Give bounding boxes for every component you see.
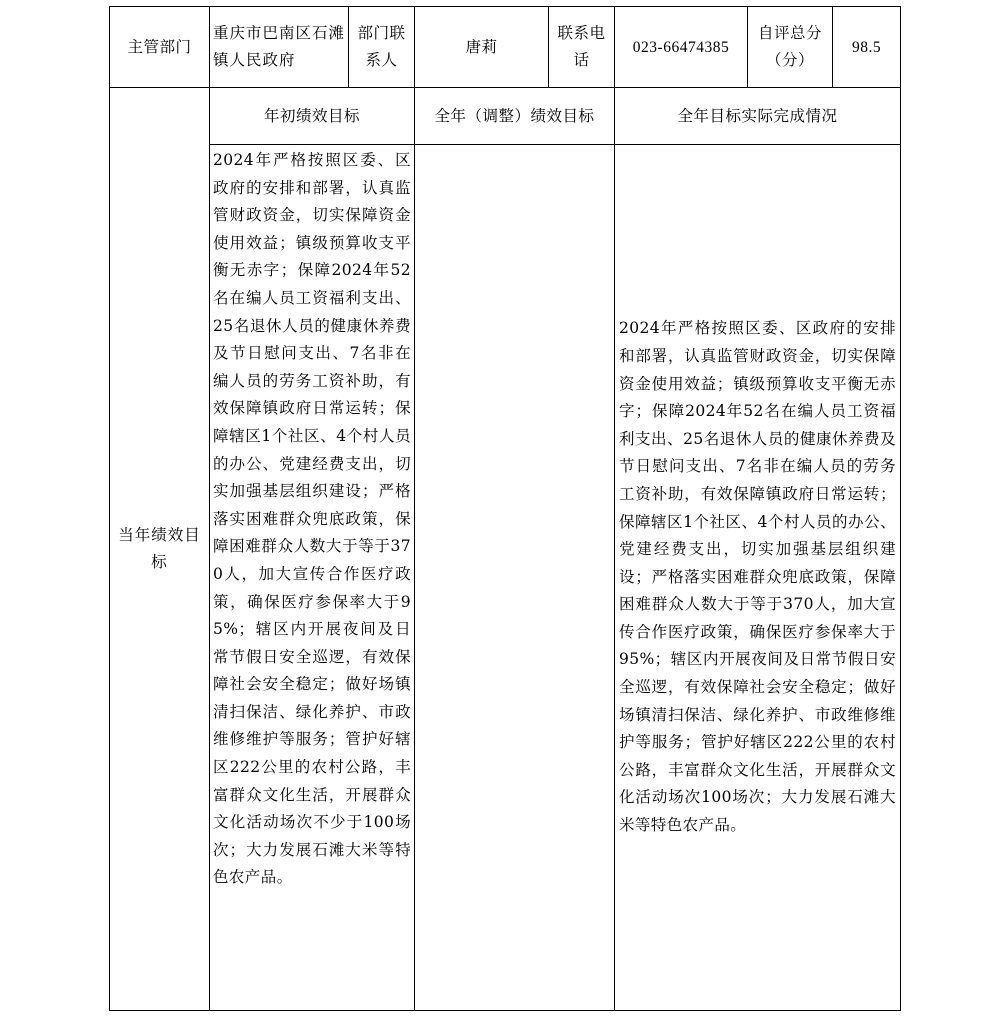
dept-value: 重庆市巴南区石滩镇人民政府 bbox=[210, 7, 349, 88]
performance-table bbox=[109, 6, 901, 1011]
column-adjusted-header: 全年（调整）绩效目标 bbox=[415, 88, 615, 145]
score-label: 自评总分（分） bbox=[748, 7, 833, 88]
row-label: 当年绩效目标 bbox=[118, 526, 201, 571]
score-value: 98.5 bbox=[833, 7, 901, 88]
column-header-row bbox=[110, 88, 901, 145]
contact-label: 部门联系人 bbox=[349, 7, 415, 88]
initial-target-text: 2024年严格按照区委、区政府的安排和部署，认真监管财政资金，切实保障资金使用效益；镇级预算收支平衡无赤字；保障2024年52名在编人员工资福利支出、25名退休人员的健康休养费及节日慰问支出、7名非在编人员的劳务工资补助，有效保障镇政府日常运转；保障辖区1个社区、4个村人员的办公、党建经费支出，切实加强基层组织建设；严格落实困难群众兜底政策，保障困难群众人数大于等于370人，加大宣传合作医疗政策，确保医疗参保率大于95%；辖区内开展夜间及日常节假日安全巡逻，有效保障社会安全稳定；做好场镇清扫保洁、绿化养护、市政维修维护等服务；管护好辖区222公里的农村公路，丰富群众文化生活，开展群众文化活动场次不少于100场次；大力发展石滩大米等特色农产品。 bbox=[210, 145, 415, 1011]
adjusted-target-text bbox=[415, 145, 615, 1011]
contact-value: 唐莉 bbox=[415, 7, 549, 88]
actual-completion-text: 2024年严格按照区委、区政府的安排和部署，认真监管财政资金，切实保障资金使用效益；镇级预算收支平衡无赤字；保障2024年52名在编人员工资福利支出、25名退休人员的健康休养费及节日慰问支出、7名非在编人员的劳务工资补助，有效保障镇政府日常运转；保障辖区1个社区、4个村人员的办公、党建经费支出，切实加强基层组织建设；严格落实困难群众兜底政策，保障困难群众人数大于等于370人，加大宣传合作医疗政策，确保医疗参保率大于95%；辖区内开展夜间及日常节假日安全巡逻，有效保障社会安全稳定；做好场镇清扫保洁、绿化养护、市政维修维护等服务；管护好辖区222公里的农村公路，丰富群众文化生活，开展群众文化活动场次100场次；大力发展石滩大米等特色农产品。 bbox=[615, 145, 901, 1011]
column-initial-header: 年初绩效目标 bbox=[210, 88, 415, 145]
row-label-cell bbox=[110, 88, 210, 1011]
dept-label: 主管部门 bbox=[110, 7, 210, 88]
target-row bbox=[110, 145, 901, 1011]
phone-value: 023-66474385 bbox=[615, 7, 748, 88]
phone-label: 联系电话 bbox=[549, 7, 615, 88]
header-row bbox=[110, 7, 901, 88]
column-actual-header: 全年目标实际完成情况 bbox=[615, 88, 901, 145]
